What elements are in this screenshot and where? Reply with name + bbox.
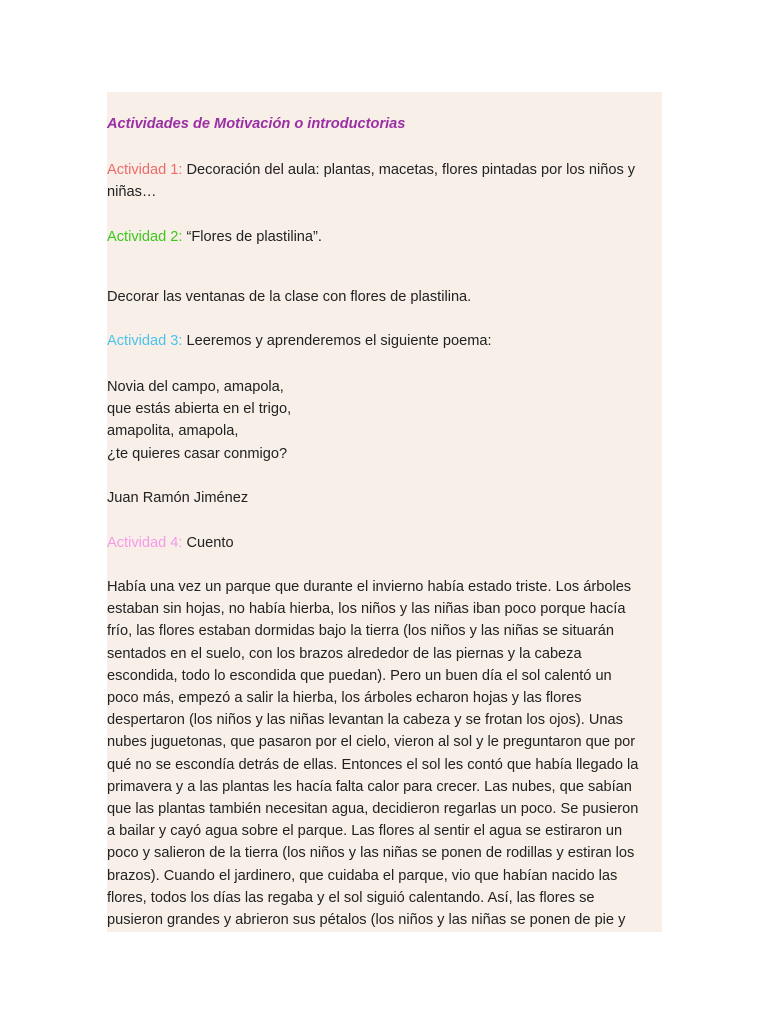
activity-1-text-line1: Decoración del aula: plantas, macetas, flores pintadas por los niños y	[182, 162, 636, 178]
activity-1-label: Actividad 1:	[107, 162, 183, 178]
story-line: poco y salieron de la tierra (los niños y las niñas se ponen de rodillas y estiran los	[107, 845, 635, 862]
poem-author	[107, 487, 662, 509]
story-line: nubes juguetonas, que pasaron por el cielo, vieron al sol y le preguntaron que por	[107, 734, 636, 751]
activity-2	[107, 226, 662, 248]
story-line: qué no se escondía detrás de ellas. Entonces el sol les contó que había llegado la	[107, 756, 639, 773]
story-line: estaban sin hojas, no había hierba, los niños y las niñas iban poco porque hacía	[107, 601, 626, 618]
story	[107, 576, 662, 931]
activity-4	[107, 532, 662, 554]
section-heading: Actividades de Motivación o introductorias	[107, 116, 406, 132]
activity-1	[107, 159, 662, 203]
story-line: primavera y a las plantas les hacía falta calor para crecer. Las nubes, que sabían	[107, 778, 632, 795]
activity-3-label: Actividad 3:	[107, 333, 183, 349]
activity-1-text-line2: niñas…	[107, 184, 157, 201]
story-line: despertaron (los niños y las niñas levantan la cabeza y se frotan los ojos). Unas	[107, 712, 623, 729]
story-line: flores, todos los días las regaba y el sol siguió calentando. Así, las flores se	[107, 889, 595, 906]
story-line: frío, las flores estaban dormidas bajo la tierra (los niños y las niñas se situarán	[107, 623, 614, 640]
activity-4-label: Actividad 4:	[107, 535, 183, 551]
poem	[107, 376, 662, 465]
story-line: escondida, todo lo escondida que puedan). Pero un buen día el sol calentó un	[107, 667, 612, 684]
activity-2-label: Actividad 2:	[107, 229, 183, 245]
story-line: a bailar y cayó agua sobre el parque. Las flores al sentir el agua se estiraron un	[107, 823, 623, 840]
activity-2-text: “Flores de plastilina”.	[182, 229, 322, 245]
decorate-text	[107, 286, 662, 308]
poem-line: amapolita, amapola,	[107, 423, 239, 440]
activity-3	[107, 330, 662, 352]
poem-author-text: Juan Ramón Jiménez	[107, 490, 249, 506]
story-line: Había una vez un parque que durante el invierno había estado triste. Los árboles	[107, 579, 632, 595]
poem-line: que estás abierta en el trigo,	[107, 401, 292, 418]
poem-line: Novia del campo, amapola,	[107, 379, 284, 395]
story-line: brazos). Cuando el jardinero, que cuidaba el parque, vio que habían nacido las	[107, 867, 618, 884]
story-line: que las plantas también necesitan agua, decidieron regarlas un poco. Se pusieron	[107, 801, 639, 818]
story-line: poco más, empezó a salir la hierba, los árboles echaron hojas y las flores	[107, 690, 582, 707]
activity-3-text: Leeremos y aprenderemos el siguiente poema:	[182, 333, 492, 349]
poem-line: ¿te quieres casar conmigo?	[107, 445, 288, 462]
story-line: sentados en el suelo, con los brazos alrededor de las piernas y la cabeza	[107, 645, 582, 662]
activity-4-text: Cuento	[182, 535, 234, 551]
decorate-line: Decorar las ventanas de la clase con flores de plastilina.	[107, 289, 472, 305]
document-page	[107, 92, 662, 932]
story-line: pusieron grandes y abrieron sus pétalos (los niños y las niñas se ponen de pie y	[107, 912, 626, 929]
